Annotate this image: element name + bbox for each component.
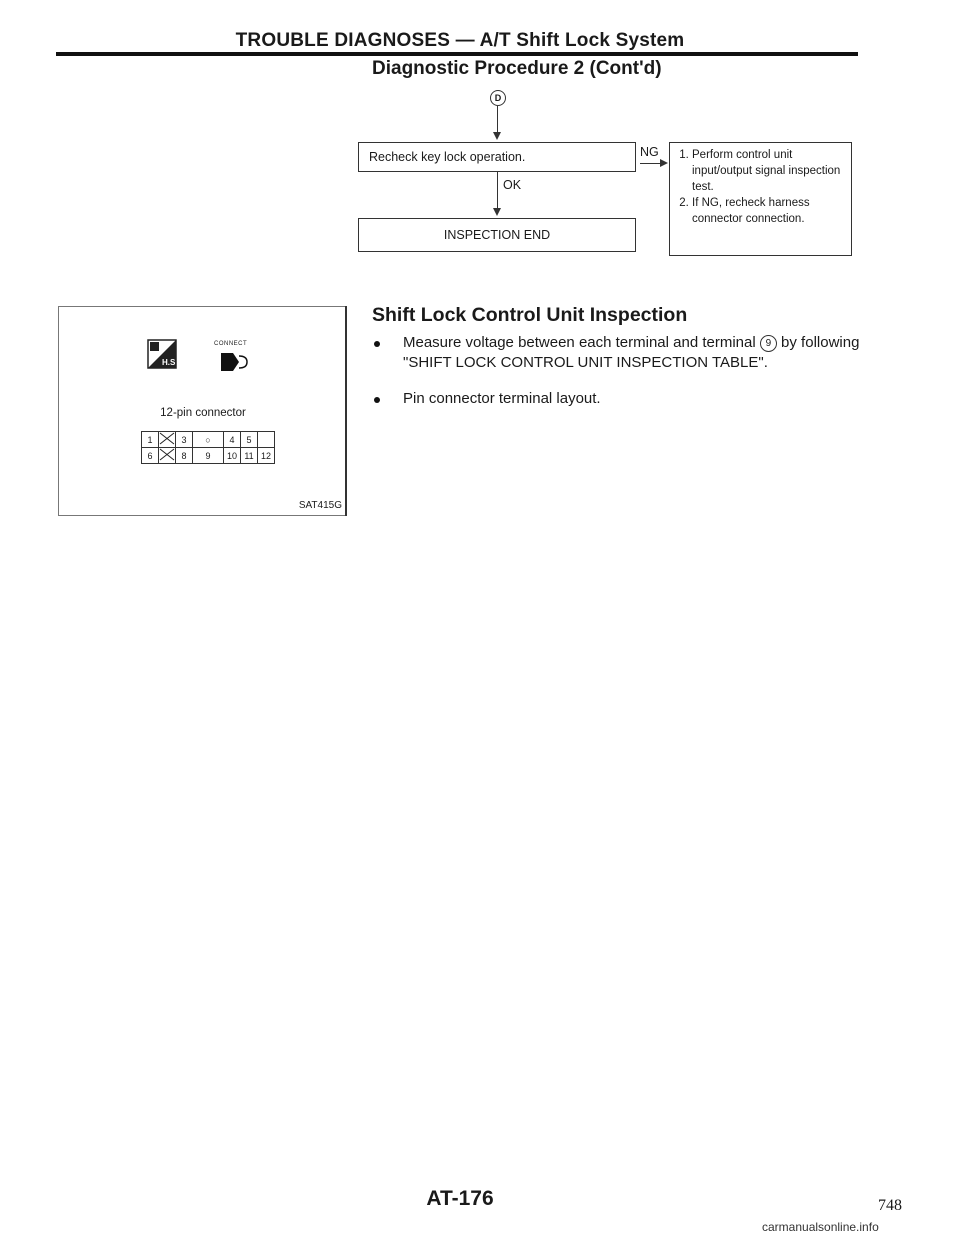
flow-line bbox=[497, 172, 498, 208]
pin-cell: 1 bbox=[142, 432, 159, 448]
flow-connector-d: D bbox=[490, 90, 506, 106]
pin-cell: 5 bbox=[241, 432, 258, 448]
arrow-down-icon bbox=[493, 132, 501, 140]
connector-label: 12-pin connector bbox=[160, 407, 246, 419]
pin-cell: 4 bbox=[224, 432, 241, 448]
pin-cell: 11 bbox=[241, 448, 258, 464]
page-header-title: TROUBLE DIAGNOSES — A/T Shift Lock System bbox=[235, 30, 685, 51]
flow-step-recheck-text: Recheck key lock operation. bbox=[369, 150, 526, 164]
pin-blank-cell bbox=[159, 448, 176, 464]
connector-figure bbox=[58, 306, 346, 516]
harness-side-icon bbox=[147, 339, 177, 369]
arrow-right-icon bbox=[660, 159, 668, 167]
bullet-text: Pin connector terminal layout. bbox=[403, 390, 601, 407]
pin-cell: 8 bbox=[176, 448, 193, 464]
page-subtitle: Diagnostic Procedure 2 (Cont'd) bbox=[372, 58, 662, 79]
connector-plug-icon bbox=[217, 349, 251, 375]
ng-action-item: 2. If NG, recheck harness connector connection. bbox=[692, 195, 845, 227]
flow-line bbox=[640, 163, 660, 164]
bullet-icon bbox=[374, 397, 380, 403]
figure-divider bbox=[345, 306, 347, 516]
cross-icon bbox=[159, 448, 175, 461]
flow-step-end bbox=[358, 218, 636, 252]
pin-blank-cell bbox=[159, 432, 176, 448]
watermark: carmanualsonline.info bbox=[762, 1220, 879, 1234]
arrow-down-icon bbox=[493, 208, 501, 216]
pin-layout-grid bbox=[141, 431, 275, 464]
flow-ng-actions bbox=[669, 142, 852, 256]
cross-icon bbox=[159, 432, 175, 445]
flow-ok-label: OK bbox=[503, 178, 522, 192]
flow-ng-label: NG bbox=[640, 145, 659, 159]
flow-step-end-text: INSPECTION END bbox=[443, 228, 551, 242]
bullet-text-part: Measure voltage between each terminal and terminal bbox=[403, 334, 756, 351]
hs-label: H.S bbox=[162, 358, 176, 367]
pin-cell: ○ bbox=[193, 432, 224, 448]
flow-line bbox=[497, 106, 498, 132]
terminal-ref-badge: 9 bbox=[760, 335, 777, 352]
figure-code: SAT415G bbox=[298, 500, 342, 511]
flow-step-recheck bbox=[358, 142, 636, 172]
bullet-text bbox=[403, 333, 863, 373]
pin-cell: 6 bbox=[142, 448, 159, 464]
page-number: 748 bbox=[878, 1197, 902, 1214]
bullet-icon bbox=[374, 341, 380, 347]
page-code: AT-176 bbox=[426, 1187, 494, 1210]
pin-cell: 12 bbox=[258, 448, 275, 464]
pin-cell: 3 bbox=[176, 432, 193, 448]
section-title: Shift Lock Control Unit Inspection bbox=[372, 304, 688, 326]
pin-cell: 10 bbox=[224, 448, 241, 464]
bullet-text-part: by following "SHIFT LOCK CONTROL UNIT INSPECTION TABLE". bbox=[403, 334, 860, 371]
header-rule bbox=[56, 52, 858, 56]
pin-cell: 9 bbox=[193, 448, 224, 464]
ng-action-item: 1. Perform control unit input/output signal inspection test. bbox=[692, 147, 845, 195]
connect-label: CONNECT bbox=[214, 341, 248, 347]
